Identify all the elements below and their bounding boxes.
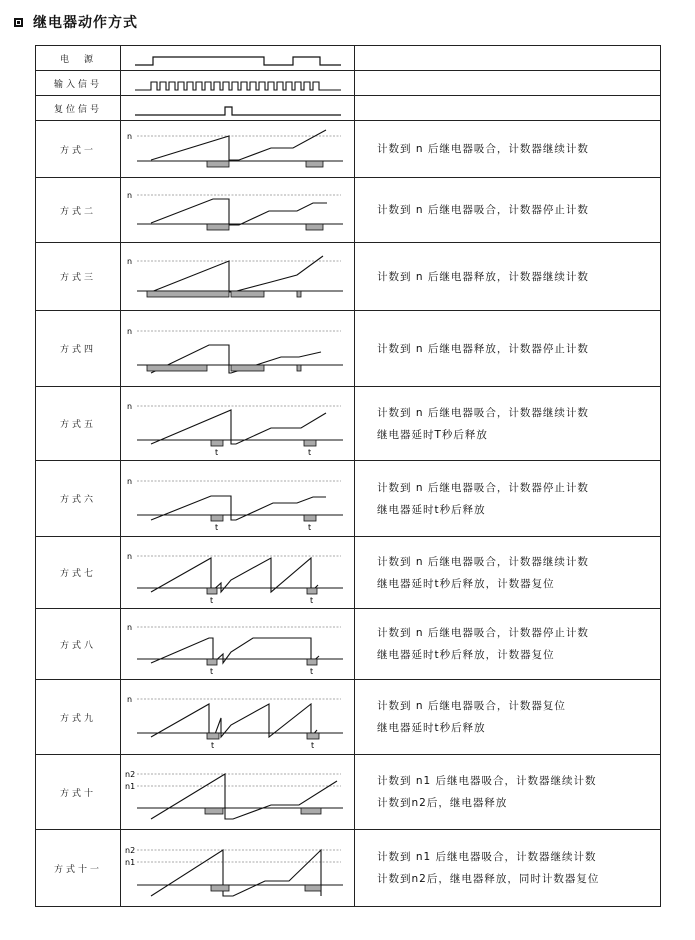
relay-bar xyxy=(211,515,223,521)
threshold-label-n1: n1 xyxy=(125,782,136,791)
description-line: 计数到 n 后继电器吸合，计数器停止计数 xyxy=(377,204,589,216)
delay-label-t: t xyxy=(215,523,219,532)
threshold-label-n: n xyxy=(127,552,133,561)
description-line: 计数到n2后，继电器释放 xyxy=(377,797,508,809)
mode-diagram xyxy=(121,755,355,830)
mode-description xyxy=(355,537,661,609)
description-line: 继电器延时t秒后释放 xyxy=(377,503,486,516)
relay-bar xyxy=(297,291,301,297)
waveform-svg xyxy=(121,609,353,679)
threshold-label-n2: n2 xyxy=(125,846,136,855)
mode-row xyxy=(36,537,661,609)
mode-label: 方式十 xyxy=(36,755,121,830)
count-ramp xyxy=(151,199,327,225)
mode-description xyxy=(355,755,661,830)
delay-label-t: t xyxy=(308,523,312,532)
mode-row xyxy=(36,243,661,311)
description-line: 计数到 n1 后继电器吸合，计数器继续计数 xyxy=(377,775,597,787)
relay-bar xyxy=(147,291,229,297)
relay-bar xyxy=(304,440,316,446)
delay-label-t: t xyxy=(311,741,315,750)
description-line: 计数到 n 后继电器吸合，计数器继续计数 xyxy=(377,143,589,155)
relay-bar xyxy=(207,161,229,167)
relay-bar xyxy=(207,588,217,594)
delay-label-t: t xyxy=(211,741,215,750)
mode-label: 方式七 xyxy=(36,537,121,609)
mode-diagram xyxy=(121,830,355,907)
mode-row xyxy=(36,311,661,387)
description-line: 继电器延时t秒后释放，计数器复位 xyxy=(377,649,555,661)
relay-bar xyxy=(207,224,229,230)
threshold-label-n: n xyxy=(127,327,133,336)
threshold-label-n: n xyxy=(127,695,133,704)
checkbox-square-icon xyxy=(14,18,23,27)
delay-label-t: t xyxy=(215,448,219,457)
pulse-train-svg xyxy=(121,71,353,95)
relay-bar xyxy=(231,365,264,371)
mode-label: 方式九 xyxy=(36,680,121,755)
mode-label: 方式一 xyxy=(36,121,121,178)
mode-diagram xyxy=(121,609,355,680)
mode-row xyxy=(36,121,661,178)
count-ramp xyxy=(151,496,326,520)
threshold-label-n: n xyxy=(127,191,133,200)
power-row xyxy=(36,46,661,71)
delay-label-t: t xyxy=(210,667,214,676)
relay-mode-table xyxy=(35,45,661,907)
threshold-label-n: n xyxy=(127,257,133,266)
count-ramp xyxy=(151,558,318,592)
waveform-svg xyxy=(121,537,353,608)
description-line: 计数到 n1 后继电器吸合，计数器继续计数 xyxy=(377,851,597,863)
mode-diagram xyxy=(121,387,355,461)
section-title-text: 继电器动作方式 xyxy=(33,15,138,31)
threshold-label-n2: n2 xyxy=(125,770,136,779)
reset-signal-row xyxy=(36,96,661,121)
mode-diagram xyxy=(121,243,355,311)
threshold-label-n: n xyxy=(127,132,133,141)
waveform-svg xyxy=(121,461,353,536)
count-ramp xyxy=(151,410,326,444)
relay-bar xyxy=(205,808,223,814)
mode-label: 方式二 xyxy=(36,178,121,243)
relay-bar xyxy=(307,733,319,739)
relay-bar xyxy=(306,224,323,230)
relay-bar xyxy=(304,515,316,521)
mode-label: 方式八 xyxy=(36,609,121,680)
row-label: 电 源 xyxy=(36,46,121,71)
section-title xyxy=(14,10,138,34)
mode-description xyxy=(355,178,661,243)
mode-diagram xyxy=(121,680,355,755)
mode-label: 方式六 xyxy=(36,461,121,537)
mode-row xyxy=(36,830,661,907)
count-ramp xyxy=(151,850,321,896)
row-label: 输入信号 xyxy=(36,71,121,96)
relay-bar xyxy=(211,440,223,446)
relay-bar xyxy=(307,659,317,665)
relay-bar xyxy=(297,365,301,371)
description-line: 继电器延时T秒后释放 xyxy=(377,428,488,441)
relay-bar xyxy=(231,291,264,297)
relay-bar xyxy=(305,885,321,891)
waveform-svg xyxy=(121,680,353,754)
description-line: 继电器延时t秒后释放，计数器复位 xyxy=(377,577,555,590)
delay-label-t: t xyxy=(210,596,214,605)
waveform-svg xyxy=(121,243,353,310)
description-line: 继电器延时t秒后释放 xyxy=(377,722,486,734)
relay-bar xyxy=(211,885,229,891)
relay-bar xyxy=(147,365,207,371)
mode-label: 方式十一 xyxy=(36,830,121,907)
mode-row xyxy=(36,178,661,243)
power-diagram xyxy=(121,46,355,71)
delay-label-t: t xyxy=(308,448,312,457)
waveform-svg xyxy=(121,830,353,906)
empty-cell xyxy=(355,96,661,121)
mode-description xyxy=(355,461,661,537)
mode-diagram xyxy=(121,311,355,387)
relay-bar xyxy=(207,659,217,665)
description-line: 计数到 n 后继电器吸合，计数器继续计数 xyxy=(377,406,589,419)
relay-bar xyxy=(207,733,219,739)
mode-diagram xyxy=(121,121,355,178)
mode-description xyxy=(355,243,661,311)
count-ramp xyxy=(151,256,323,292)
input-signal-row xyxy=(36,71,661,96)
mode-row xyxy=(36,461,661,537)
mode-row xyxy=(36,609,661,680)
count-ramp xyxy=(151,704,317,737)
mode-description xyxy=(355,680,661,755)
description-line: 计数到 n 后继电器吸合，计数器复位 xyxy=(377,700,566,712)
empty-cell xyxy=(355,46,661,71)
mode-diagram xyxy=(121,178,355,243)
mode-description xyxy=(355,609,661,680)
mode-row xyxy=(36,680,661,755)
relay-bar xyxy=(307,588,317,594)
mode-label: 方式三 xyxy=(36,243,121,311)
input-signal-diagram xyxy=(121,71,355,96)
mode-description xyxy=(355,830,661,907)
waveform-svg xyxy=(121,121,353,177)
mode-diagram xyxy=(121,537,355,609)
mode-row xyxy=(36,755,661,830)
description-line: 计数到 n 后继电器释放，计数器继续计数 xyxy=(377,270,589,283)
threshold-label-n: n xyxy=(127,477,133,486)
waveform-svg xyxy=(121,311,353,386)
mode-row xyxy=(36,387,661,461)
mode-description xyxy=(355,121,661,178)
mode-description xyxy=(355,311,661,387)
threshold-label-n: n xyxy=(127,623,133,632)
empty-cell xyxy=(355,71,661,96)
delay-label-t: t xyxy=(310,596,314,605)
threshold-label-n: n xyxy=(127,402,133,411)
relay-bar xyxy=(301,808,321,814)
mode-description xyxy=(355,387,661,461)
reset-signal-diagram xyxy=(121,96,355,121)
waveform-svg xyxy=(121,387,353,460)
count-ramp xyxy=(151,130,326,160)
description-line: 计数到 n 后继电器吸合，计数器停止计数 xyxy=(377,481,589,494)
description-line: 计数到 n 后继电器吸合，计数器停止计数 xyxy=(377,627,589,639)
description-line: 计数到 n 后继电器释放，计数器停止计数 xyxy=(377,342,589,355)
relay-bar xyxy=(306,161,323,167)
mode-label: 方式四 xyxy=(36,311,121,387)
delay-label-t: t xyxy=(310,667,314,676)
waveform-svg xyxy=(121,755,353,829)
row-label: 复位信号 xyxy=(36,96,121,121)
waveform-svg xyxy=(121,178,353,242)
description-line: 计数到 n 后继电器吸合，计数器继续计数 xyxy=(377,555,589,568)
description-line: 计数到n2后，继电器释放，同时计数器复位 xyxy=(377,873,600,885)
mode-label: 方式五 xyxy=(36,387,121,461)
threshold-label-n1: n1 xyxy=(125,858,136,867)
mode-diagram xyxy=(121,461,355,537)
